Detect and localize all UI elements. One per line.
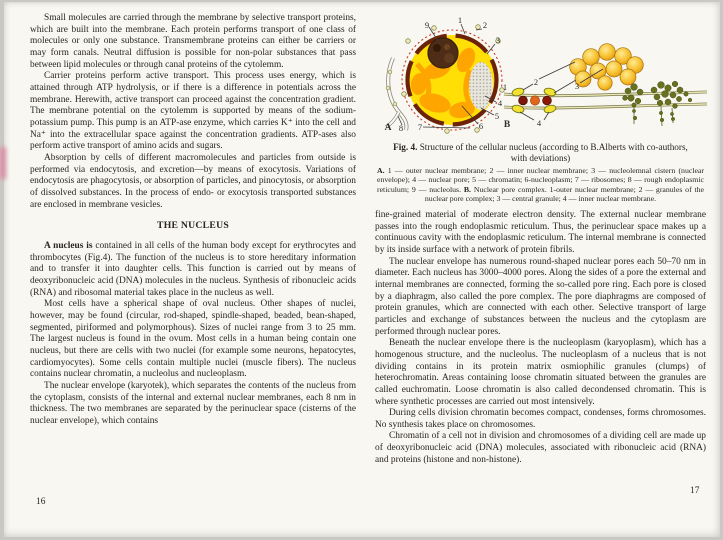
legend-a-label: A. (377, 166, 385, 176)
paragraph: During cells division chromatin becomes compact, condenses, forms chromosomes. No synthesis takes place on chromosomes. (375, 408, 706, 430)
paragraph: Beneath the nuclear envelope there is the nucleoplasm (karyoplasm), which has a homogenous structure, and the nucleolus. The nucleoplasm of a nucleus that is not dividing contains in its protein matrix osmiophilic granules (clumps) of heterochromatin. Areas containing loose chromatin situated between the granules are called euchromatin. Loose chromatin is also called decondensed chromatin. This is where synthetic processes are carried out most intensively. (375, 338, 706, 407)
nucleus-section-diagram (384, 15, 508, 133)
label-8: 8 (398, 123, 404, 133)
paragraph: The nuclear envelope has numerous round-shaped nuclear pores each 50–70 nm in diameter. Each nucleus has 3000–4000 pores. Along the sides of a pore the external and internal membranes are connected, forming the so-called pore ring. Each pore is closed by a diaphragm, also called the pore complex. The pore diaphragms are composed of protein granules, which are connected with each other. Selective transport of large particles and exchange of substances between the nucleus and the cytoplasm are performed through nuclear pores. (375, 256, 706, 337)
paragraph: Most cells have a spherical shape of oval nucleus. Other shapes of nuclei, however, may be found (circular, rod-shaped, spindle-shaped, beaded, bean-shaped, segmented, piriformed and polymorphous). Sizes of nuclei range from 3 to 25 mm. The largest nucleus is found in the ovum. Most cells in a human being contain one nucleus, but there are cells with two nuclei (for example some neurons, hepatocytes, cardiomyocytes). Some cells contain multiple nuclei (muscle fibers). The nucleus contains nuclear chromatin, a nucleolus and nucleoplasm. (30, 299, 356, 380)
label-2: 2 (482, 20, 488, 30)
paragraph: fine-grained material of moderate electron density. The external nuclear membrane passes into the rough endoplasmic reticulum. Thus, the perinuclear space makes up a continuous cavity with the endoplasmic reticulum. The internal membrane is connected by its inside surface with a network of protein fibrils. (375, 210, 706, 255)
figure-legend (377, 166, 704, 203)
right-page (375, 14, 706, 466)
label-5: 5 (494, 111, 500, 121)
label-4: 4 (536, 118, 542, 128)
label-6: 6 (478, 121, 484, 131)
loose-chromatin-area (469, 62, 493, 110)
section-heading: THE NUCLEUS (157, 220, 229, 232)
label-3: 3 (495, 35, 501, 45)
pore-central-granules (519, 96, 552, 105)
page-number-left: 16 (36, 497, 46, 507)
bold-lead: A nucleus is (44, 241, 93, 252)
legend-b-text: Nuclear pore complex. 1-outer nuclear membrane; 2 — granules of the nuclear pore complex; 3 — central granule; 4 — inner nuclear membrane. (424, 184, 705, 203)
legend-b-label: B. (463, 184, 472, 194)
paragraph: Carrier proteins perform active transport. This process uses energy, which is attained through ATP hydrolysis, or if there is a difference in potentials across the membrane. Herewith, active transport can proceed against the concentration gradient. The membrane potential on the cytolemm is supported by means of the sodium-potassium pump. This pump is an ATP-ase enzyme, which carries K⁺ into the cell and Na⁺ into the extracellular space against the concentration gradients. ATP-ases also perform active transport of amino acids and sugars. (30, 71, 356, 152)
paragraph (30, 241, 356, 299)
pore-complex-granule-cluster (570, 44, 644, 90)
figure-number: Fig. 4. (393, 142, 418, 152)
paragraph: Absorption by cells of different macromolecules and particles from outside is performed via endocytosis, and excretion—by means of exocytosis. Variations of endocytosis are phagocytosis, or absorption of particles, and pinocytosis, or absorption of dissolved substances. In the process of endo- or exocytosis transported substances are enclosed in membrane vesicles. (30, 152, 356, 210)
right-page-body (375, 210, 706, 466)
label-4: 4 (497, 98, 503, 108)
figure-4-nucleus-diagram (377, 14, 707, 140)
label-7: 7 (417, 122, 423, 132)
label-9: 9 (424, 20, 430, 30)
part-a-letter: A (384, 123, 392, 133)
figure-caption-text: Structure of the cellular nucleus (according to B.Alberts with co-authors, with deviations) (417, 142, 688, 163)
label-2: 2 (533, 77, 539, 87)
page-number-right: 17 (690, 486, 700, 496)
paragraph-text: contained in all cells of the human body except for erythrocytes and thrombocytes (Fig.4). The function of the nucleus is to store hereditary information and to transfer it into daughter cells. This function is carried out by means of deoxyribonucleic acid (DNA) molecules in the nucleus. Synthesis of ribonucleic acids (RNA) and ribosomal material takes place in the nucleus as well. (30, 241, 356, 298)
nucleolus-shape (428, 38, 458, 68)
label-3: 3 (574, 81, 580, 91)
scan-edge-mark (0, 147, 6, 179)
legend-a-text: 1 — outer nuclear membrane; 2 — inner nuclear membrane; 3 — nucleolemnal cistern (nuclear envelope); 4 — nuclear pore; 5 — chromatin; 6-nucleoplasm; 7 — ribosomes; 8 — rough endoplasmic reticulum; 9 — nucleolus. (377, 166, 704, 194)
paragraph: The nuclear envelope (karyotek), which separates the contents of the nucleus from the cytoplasm, consists of the internal and external nuclear membranes, each 8 nm in thickness. The two membranes are separated by the perinuclear space (cisterns of the nuclear envelope), which contains (30, 381, 356, 426)
label-1: 1 (502, 82, 508, 92)
part-b-letter: B (503, 120, 511, 130)
paragraph: Chromatin of a cell not in division and chromosomes of a dividing cell are made up of deoxyribonucleic acid (DNA) molecules, associated with ribonucleic acid (RNA) and proteins (histone and non-histone). (375, 431, 706, 465)
label-1: 1 (457, 15, 463, 25)
left-page (30, 13, 356, 428)
paragraph: Small molecules are carried through the membrane by selective transport proteins, which are built into the membrane. Each protein performs transport of one class of molecules or only one substance. Transmembrane proteins can either be carriers or may form canals. Neutral diffusion is possible for non-polar substances that pass between lipid molecules or through canal proteins of the cytolemm. (30, 13, 356, 70)
figure-caption (385, 142, 696, 163)
pore-complex-diagram (503, 44, 707, 130)
